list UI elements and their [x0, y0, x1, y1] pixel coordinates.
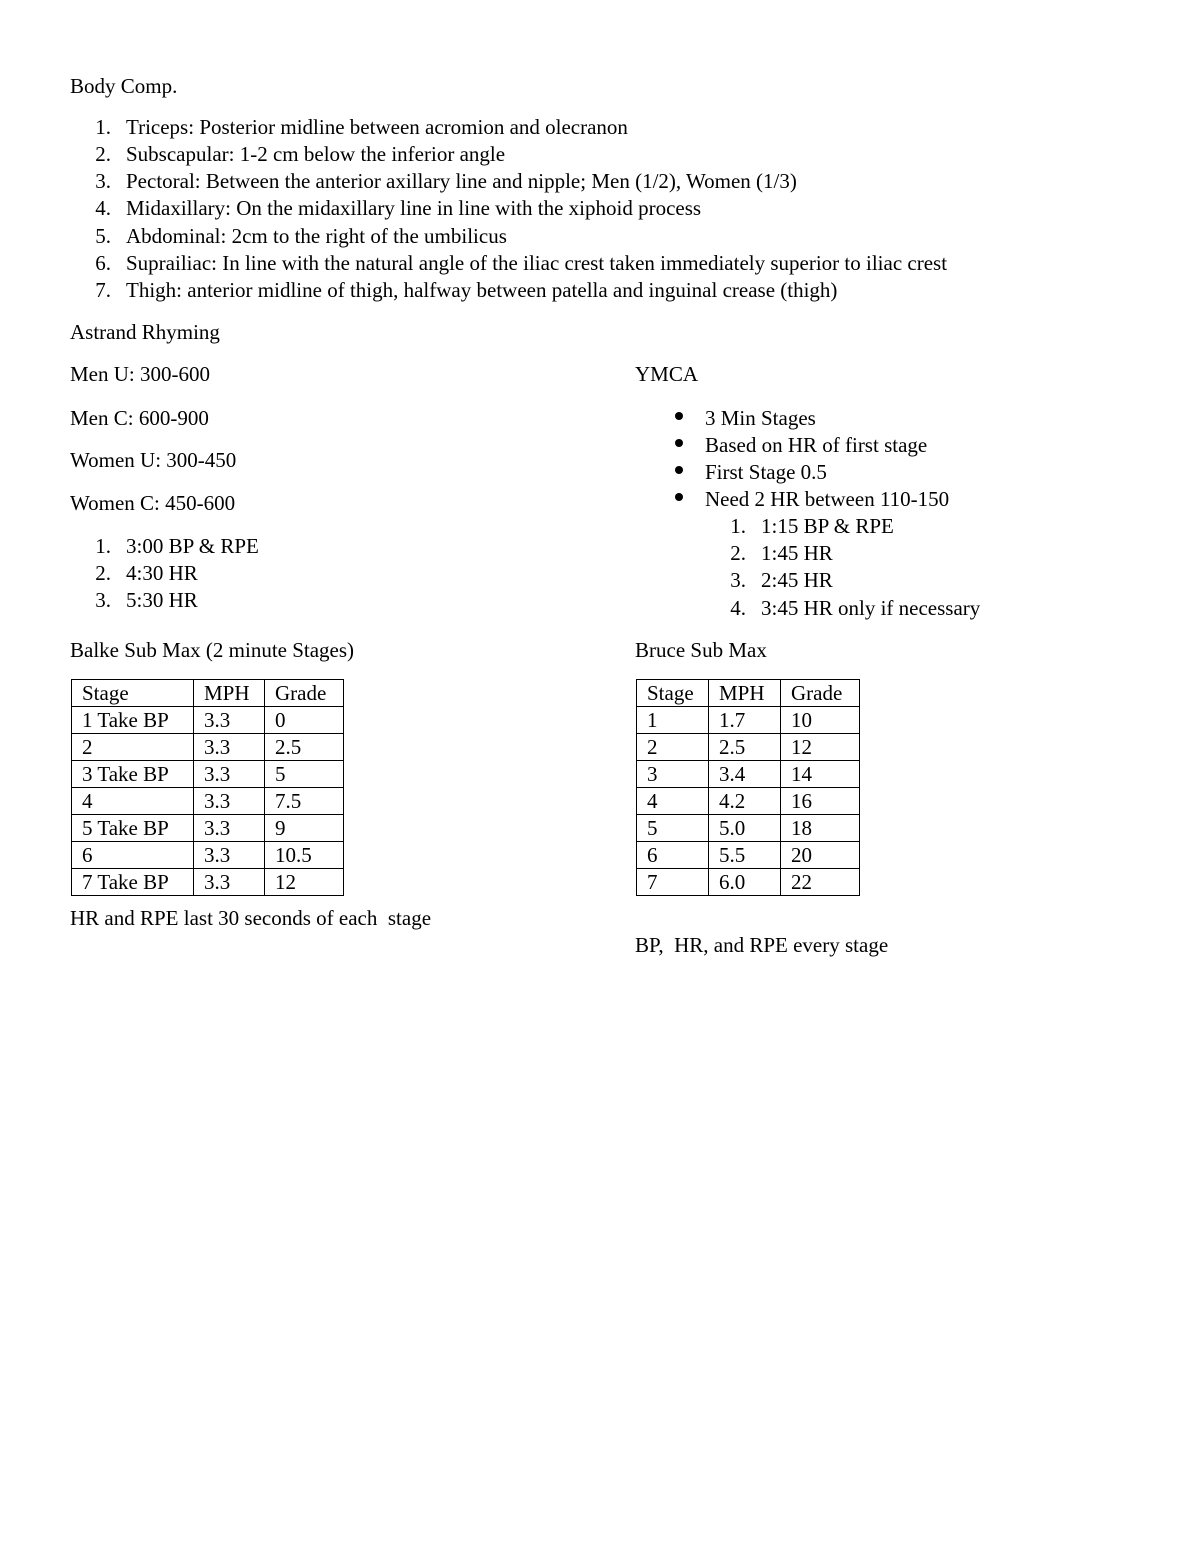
list-item	[70, 278, 837, 303]
list-number: 5.	[95, 224, 111, 248]
bullet-text: First Stage 0.5	[705, 460, 827, 484]
list-item	[705, 514, 894, 539]
table-cell: 5 Take BP	[72, 815, 194, 842]
table-cell: 20	[781, 842, 860, 869]
table-row	[637, 815, 860, 842]
balke-heading: Balke Sub Max (2 minute Stages)	[70, 638, 355, 662]
list-item	[70, 169, 797, 194]
list-text: Midaxillary: On the midaxillary line in line with the xiphoid process	[126, 196, 702, 220]
table-row	[637, 788, 860, 815]
astrand-line: Men C: 600-900	[70, 406, 209, 430]
bullet-text: Based on HR of first stage	[705, 433, 928, 457]
bruce-heading: Bruce Sub Max	[635, 638, 767, 662]
body-comp-heading: Body Comp.	[70, 74, 178, 98]
list-text: Pectoral: Between the anterior axillary line and nipple; Men (1/2), Women (1/3)	[126, 169, 797, 193]
table-cell: 12	[265, 869, 344, 896]
bruce-table	[636, 679, 860, 896]
list-text: 4:30 HR	[126, 561, 198, 585]
list-item	[705, 541, 833, 566]
table-cell: 6	[72, 842, 194, 869]
table-header-cell: Grade	[265, 680, 344, 707]
table-cell: 22	[781, 869, 860, 896]
bullet-item	[635, 487, 949, 512]
table-row	[72, 815, 344, 842]
astrand-heading: Astrand Rhyming	[70, 320, 220, 344]
table-cell: 18	[781, 815, 860, 842]
table-row	[637, 842, 860, 869]
list-item	[70, 251, 947, 276]
balke-table	[71, 679, 344, 896]
table-cell: 3.3	[194, 815, 265, 842]
list-text: 1:15 BP & RPE	[761, 514, 894, 538]
list-number: 3.	[95, 169, 111, 193]
list-item	[705, 568, 833, 593]
table-cell: 3.3	[194, 761, 265, 788]
list-number: 7.	[95, 278, 111, 302]
table-cell: 3.4	[709, 761, 781, 788]
list-item	[70, 196, 701, 221]
table-cell: 5.5	[709, 842, 781, 869]
list-number: 4.	[95, 196, 111, 220]
list-number: 1.	[95, 534, 111, 558]
list-number: 3.	[730, 568, 746, 592]
bullet-item	[635, 406, 816, 431]
table-cell: 14	[781, 761, 860, 788]
list-text: Triceps: Posterior midline between acromion and olecranon	[126, 115, 628, 139]
list-text: Abdominal: 2cm to the right of the umbilicus	[126, 224, 507, 248]
bullet-text: 3 Min Stages	[705, 406, 816, 430]
table-cell: 1	[637, 707, 709, 734]
table-cell: 0	[265, 707, 344, 734]
table-row	[72, 707, 344, 734]
bullet-item	[635, 460, 827, 485]
table-cell: 10	[781, 707, 860, 734]
list-text: 1:45 HR	[761, 541, 833, 565]
table-header-cell: Grade	[781, 680, 860, 707]
table-row	[637, 707, 860, 734]
table-row	[72, 842, 344, 869]
list-item	[70, 224, 507, 249]
table-cell: 9	[265, 815, 344, 842]
list-item	[70, 534, 259, 559]
list-text: Thigh: anterior midline of thigh, halfway between patella and inguinal crease (thigh)	[126, 278, 838, 302]
list-text: 5:30 HR	[126, 588, 198, 612]
table-row	[72, 734, 344, 761]
bullet-text: Need 2 HR between 110-150	[705, 487, 950, 511]
table-cell: 3.3	[194, 842, 265, 869]
list-number: 1.	[730, 514, 746, 538]
table-cell: 7 Take BP	[72, 869, 194, 896]
table-cell: 6	[637, 842, 709, 869]
list-item	[705, 596, 980, 621]
table-cell: 3.3	[194, 707, 265, 734]
list-number: 4.	[730, 596, 746, 620]
table-row	[637, 869, 860, 896]
table-header-row	[72, 680, 344, 707]
astrand-line: Men U: 300-600	[70, 362, 210, 386]
bullet-item	[635, 433, 927, 458]
table-header-row	[637, 680, 860, 707]
astrand-line: Women C: 450-600	[70, 491, 236, 515]
table-cell: 1.7	[709, 707, 781, 734]
ymca-heading: YMCA	[635, 362, 699, 386]
table-cell: 10.5	[265, 842, 344, 869]
table-header-cell: Stage	[72, 680, 194, 707]
table-cell: 2.5	[709, 734, 781, 761]
table-cell: 12	[781, 734, 860, 761]
bruce-note: BP, HR, and RPE every stage	[635, 933, 889, 957]
table-cell: 3.3	[194, 734, 265, 761]
table-cell: 3 Take BP	[72, 761, 194, 788]
table-cell: 2	[72, 734, 194, 761]
list-number: 2.	[730, 541, 746, 565]
list-number: 3.	[95, 588, 111, 612]
list-item	[70, 115, 628, 140]
list-text: 3:45 HR only if necessary	[761, 596, 981, 620]
list-number: 2.	[95, 561, 111, 585]
table-row	[72, 869, 344, 896]
table-cell: 7.5	[265, 788, 344, 815]
list-item	[70, 142, 505, 167]
table-cell: 3	[637, 761, 709, 788]
list-item	[70, 588, 198, 613]
table-cell: 4.2	[709, 788, 781, 815]
astrand-line: Women U: 300-450	[70, 448, 237, 472]
table-row	[72, 761, 344, 788]
table-header-cell: MPH	[709, 680, 781, 707]
table-cell: 2	[637, 734, 709, 761]
table-cell: 4	[637, 788, 709, 815]
table-row	[72, 788, 344, 815]
list-number: 2.	[95, 142, 111, 166]
list-text: Suprailiac: In line with the natural angle of the iliac crest taken immediately superior to iliac crest	[126, 251, 948, 275]
table-cell: 3.3	[194, 869, 265, 896]
table-cell: 3.3	[194, 788, 265, 815]
table-cell: 7	[637, 869, 709, 896]
table-header-cell: MPH	[194, 680, 265, 707]
list-number: 6.	[95, 251, 111, 275]
table-row	[637, 761, 860, 788]
list-number: 1.	[95, 115, 111, 139]
table-cell: 2.5	[265, 734, 344, 761]
table-cell: 1 Take BP	[72, 707, 194, 734]
table-cell: 4	[72, 788, 194, 815]
table-cell: 6.0	[709, 869, 781, 896]
list-text: Subscapular: 1-2 cm below the inferior angle	[126, 142, 506, 166]
list-item	[70, 561, 198, 586]
table-cell: 5.0	[709, 815, 781, 842]
table-cell: 5	[637, 815, 709, 842]
table-cell: 16	[781, 788, 860, 815]
table-header-cell: Stage	[637, 680, 709, 707]
table-row	[637, 734, 860, 761]
balke-note: HR and RPE last 30 seconds of each stage	[70, 906, 432, 930]
list-text: 2:45 HR	[761, 568, 833, 592]
list-text: 3:00 BP & RPE	[126, 534, 259, 558]
table-cell: 5	[265, 761, 344, 788]
